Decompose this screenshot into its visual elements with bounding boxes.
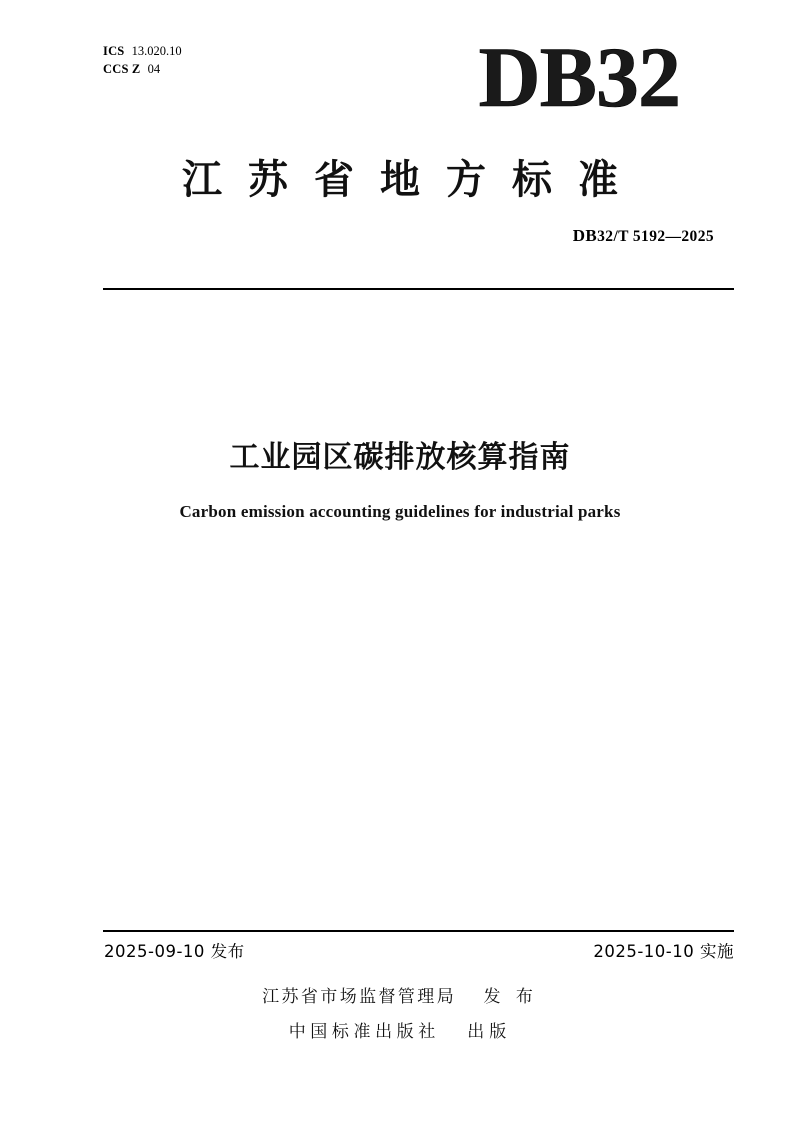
publisher-authority: 江苏省市场监督管理局 <box>262 987 457 1007</box>
ics-label: ICS <box>103 44 125 58</box>
header-divider <box>103 288 734 290</box>
ccs-value: 04 <box>147 62 161 77</box>
publisher-press-row <box>0 1017 800 1042</box>
ccs-line <box>103 60 182 78</box>
effective-date: 2025-10-10 实施 <box>593 942 734 961</box>
publisher-press: 中国标准出版社 <box>288 1022 440 1042</box>
publisher-block <box>0 982 800 1052</box>
classification-block <box>103 42 182 78</box>
publisher-authority-row <box>0 982 800 1007</box>
document-title-en: Carbon emission accounting guidelines for industrial parks <box>179 502 621 521</box>
issue-date: 2025-09-10 发布 <box>104 942 245 961</box>
publisher-authority-action: 发 布 <box>483 987 538 1007</box>
db32-logo: DB32 <box>478 29 680 125</box>
province-standard-title: 江苏省地方标准 <box>182 157 644 203</box>
publisher-press-action: 出版 <box>467 1022 512 1042</box>
standard-number-prefix: DB <box>572 226 598 245</box>
ccs-label: CCS Z <box>103 62 141 77</box>
standard-number-body: 32/T 5192—2025 <box>597 228 714 245</box>
ics-value: 13.020.10 <box>131 44 182 58</box>
ics-line <box>103 42 182 60</box>
footer-divider <box>103 930 734 932</box>
document-title-cn: 工业园区碳排放核算指南 <box>229 440 571 475</box>
standard-number <box>573 226 714 246</box>
